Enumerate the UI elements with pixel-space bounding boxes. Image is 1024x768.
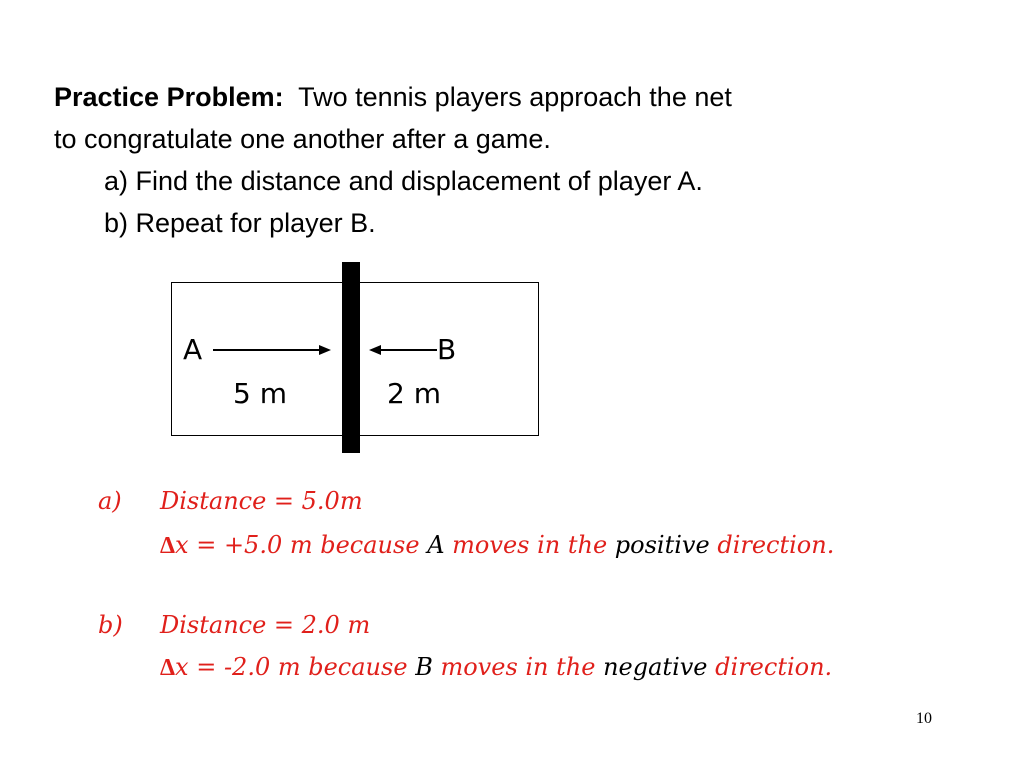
answer-b-distance: Distance = 2.0 m — [160, 611, 371, 639]
answer-a-direction: direction. — [717, 531, 835, 559]
answer-a-displacement — [160, 528, 834, 563]
arrow-right-icon — [213, 342, 333, 358]
tennis-court-diagram — [171, 262, 539, 454]
delta-symbol: Δ — [160, 533, 176, 559]
answer-b-sign: negative — [603, 653, 708, 681]
answer-b-displacement — [160, 650, 832, 685]
problem-intro-2: to congratulate one another after a game. — [54, 124, 551, 154]
player-a-label: A — [183, 333, 203, 366]
answer-a-player: A — [427, 531, 445, 559]
answer-a-displacement-value: x = +5.0 m because — [175, 531, 420, 559]
answer-a-sign: positive — [614, 531, 710, 559]
answer-a-moves: moves in the — [452, 531, 608, 559]
answer-a-distance: Distance = 5.0m — [160, 487, 363, 515]
problem-part-b: b) Repeat for player B. — [104, 208, 376, 238]
arrow-left-icon — [367, 342, 437, 358]
delta-symbol: Δ — [160, 655, 176, 681]
problem-part-a: a) Find the distance and displacement of player A. — [104, 166, 703, 196]
distance-a-label: 5 m — [233, 377, 287, 410]
problem-intro-1: Two tennis players approach the net — [298, 82, 732, 112]
player-b-label: B — [437, 333, 457, 366]
answer-b-direction: direction. — [715, 653, 833, 681]
distance-b-label: 2 m — [387, 377, 441, 410]
answer-b-displacement-value: x = -2.0 m because — [175, 653, 408, 681]
problem-statement — [54, 76, 984, 244]
answer-b-moves: moves in the — [440, 653, 596, 681]
net — [342, 262, 360, 453]
problem-line-1 — [54, 76, 984, 118]
answer-a-marker: a) — [98, 487, 122, 515]
answer-b-player: B — [415, 653, 433, 681]
page-number: 10 — [916, 710, 932, 727]
answer-b-marker: b) — [98, 611, 123, 639]
problem-heading: Practice Problem: — [54, 82, 284, 112]
